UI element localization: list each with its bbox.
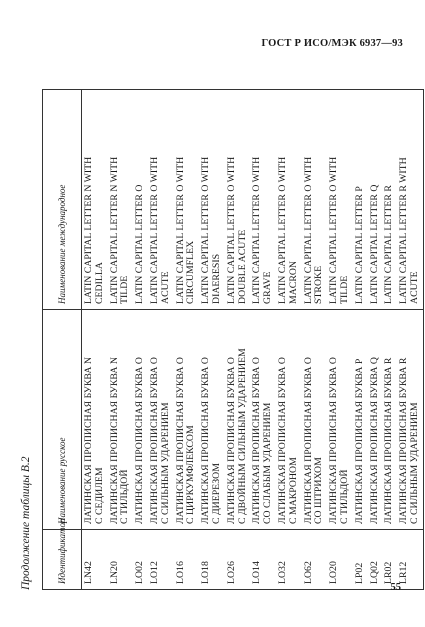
identifier-cell: LP02 bbox=[353, 530, 368, 590]
name-intl-cell: LATIN CAPITAL LETTER P bbox=[353, 90, 368, 310]
table-row bbox=[368, 90, 383, 590]
identifier-cell: LN42 bbox=[82, 530, 108, 590]
name-intl-cell: LATIN CAPITAL LETTER O WITH GRAVE bbox=[250, 90, 276, 310]
table-row bbox=[353, 90, 368, 590]
character-names-table bbox=[42, 89, 424, 590]
name-intl-cell: LATIN CAPITAL LETTER O WITH DOUBLE ACUTE bbox=[225, 90, 251, 310]
name-ru-cell: ЛАТИНСКАЯ ПРОПИСНАЯ БУКВА Q bbox=[368, 310, 383, 530]
name-ru-cell: ЛАТИНСКАЯ ПРОПИСНАЯ БУКВА O С ЦИРКУМФЛЕКСОМ bbox=[174, 310, 200, 530]
table-header-row bbox=[43, 90, 82, 590]
name-ru-cell: ЛАТИНСКАЯ ПРОПИСНАЯ БУКВА O С МАКРОНОМ bbox=[276, 310, 302, 530]
table-row bbox=[276, 90, 302, 590]
identifier-cell: LR02 bbox=[382, 530, 397, 590]
name-intl-cell: LATIN CAPITAL LETTER O WITH ACUTE bbox=[148, 90, 174, 310]
name-intl-cell: LATIN CAPITAL LETTER O WITH CIRCUMFLEX bbox=[174, 90, 200, 310]
identifier-cell: LO12 bbox=[148, 530, 174, 590]
name-ru-cell: ЛАТИНСКАЯ ПРОПИСНАЯ БУКВА R С СИЛЬНЫМ УДАРЕНИЕМ bbox=[397, 310, 423, 530]
identifier-cell: LN20 bbox=[108, 530, 134, 590]
name-intl-cell: LATIN CAPITAL LETTER O WITH TILDE bbox=[327, 90, 353, 310]
standard-header: ГОСТ Р ИСО/МЭК 6937—93 bbox=[261, 38, 403, 49]
identifier-cell: LO62 bbox=[302, 530, 328, 590]
identifier-cell: LO02 bbox=[133, 530, 148, 590]
identifier-cell: LO32 bbox=[276, 530, 302, 590]
table-row bbox=[199, 90, 225, 590]
table-row bbox=[133, 90, 148, 590]
header-identifier: Идентификатор bbox=[43, 530, 82, 590]
name-ru-cell: ЛАТИНСКАЯ ПРОПИСНАЯ БУКВА O bbox=[133, 310, 148, 530]
name-ru-cell: ЛАТИНСКАЯ ПРОПИСНАЯ БУКВА O С ДИЕРЕЗОМ bbox=[199, 310, 225, 530]
table-row bbox=[382, 90, 397, 590]
name-intl-cell: LATIN CAPITAL LETTER R bbox=[382, 90, 397, 310]
name-ru-cell: ЛАТИНСКАЯ ПРОПИСНАЯ БУКВА P bbox=[353, 310, 368, 530]
table-row bbox=[302, 90, 328, 590]
identifier-cell: LO20 bbox=[327, 530, 353, 590]
table-row bbox=[174, 90, 200, 590]
header-name-intl: Наименование международное bbox=[43, 90, 82, 310]
page-number: 55 bbox=[390, 582, 401, 593]
identifier-cell: LO16 bbox=[174, 530, 200, 590]
name-intl-cell: LATIN CAPITAL LETTER O WITH DIAERESIS bbox=[199, 90, 225, 310]
identifier-cell: LQ02 bbox=[368, 530, 383, 590]
name-intl-cell: LATIN CAPITAL LETTER Q bbox=[368, 90, 383, 310]
name-ru-cell: ЛАТИНСКАЯ ПРОПИСНАЯ БУКВА O СО СЛАБЫМ УДАРЕНИЕМ bbox=[250, 310, 276, 530]
name-intl-cell: LATIN CAPITAL LETTER N WITH TILDE bbox=[108, 90, 134, 310]
name-ru-cell: ЛАТИНСКАЯ ПРОПИСНАЯ БУКВА O С СИЛЬНЫМ УДАРЕНИЕМ bbox=[148, 310, 174, 530]
identifier-cell: LO14 bbox=[250, 530, 276, 590]
name-intl-cell: LATIN CAPITAL LETTER O WITH MACRON bbox=[276, 90, 302, 310]
name-ru-cell: ЛАТИНСКАЯ ПРОПИСНАЯ БУКВА N С СЕДИЛЕМ bbox=[82, 310, 108, 530]
name-intl-cell: LATIN CAPITAL LETTER O bbox=[133, 90, 148, 310]
name-ru-cell: ЛАТИНСКАЯ ПРОПИСНАЯ БУКВА O СО ШТРИХОМ bbox=[302, 310, 328, 530]
table-row bbox=[148, 90, 174, 590]
name-ru-cell: ЛАТИНСКАЯ ПРОПИСНАЯ БУКВА O С ДВОЙНЫМ СИЛЬНЫМ УДАРЕНИЕМ bbox=[225, 310, 251, 530]
name-intl-cell: LATIN CAPITAL LETTER O WITH STROKE bbox=[302, 90, 328, 310]
table-row bbox=[327, 90, 353, 590]
table-row bbox=[82, 90, 108, 590]
name-ru-cell: ЛАТИНСКАЯ ПРОПИСНАЯ БУКВА O С ТИЛЬДОЙ bbox=[327, 310, 353, 530]
name-intl-cell: LATIN CAPITAL LETTER R WITH ACUTE bbox=[397, 90, 423, 310]
header-name-ru: Наименование русское bbox=[43, 310, 82, 530]
identifier-cell: LO26 bbox=[225, 530, 251, 590]
identifier-cell: LR12 bbox=[397, 530, 423, 590]
table-row bbox=[108, 90, 134, 590]
table-caption: Продолжение таблицы В.2 bbox=[20, 456, 32, 590]
name-ru-cell: ЛАТИНСКАЯ ПРОПИСНАЯ БУКВА R bbox=[382, 310, 397, 530]
table-row bbox=[397, 90, 423, 590]
name-intl-cell: LATIN CAPITAL LETTER N WITH CEDILLA bbox=[82, 90, 108, 310]
table-row bbox=[250, 90, 276, 590]
table-row bbox=[225, 90, 251, 590]
name-ru-cell: ЛАТИНСКАЯ ПРОПИСНАЯ БУКВА N С ТИЛЬДОЙ bbox=[108, 310, 134, 530]
identifier-cell: LO18 bbox=[199, 530, 225, 590]
rotated-page-content bbox=[20, 80, 420, 600]
